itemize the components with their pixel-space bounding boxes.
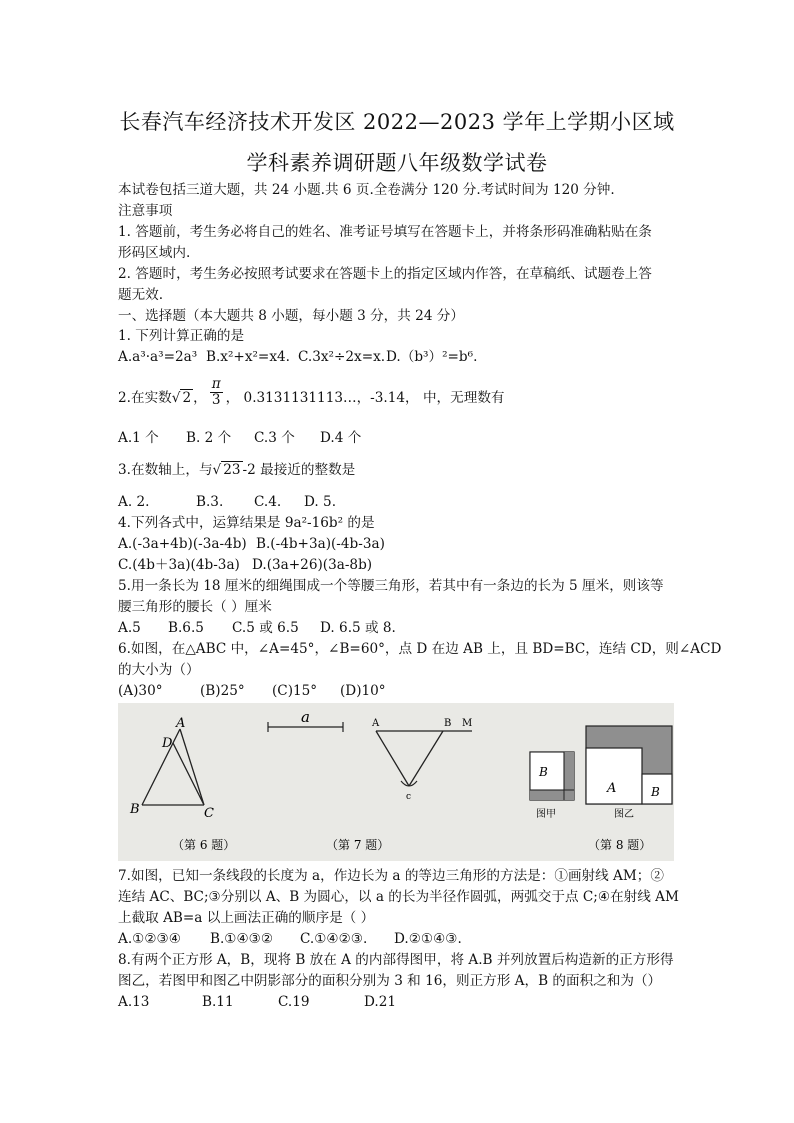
sqrt-23: √ 23 [212, 462, 241, 478]
question-7-stem-line2: 连结 AC、BC;③分别以 A、B 为圆心，以 a 的长为半径作圆弧，两弧交于点 C;④在射线 AM [118, 889, 679, 905]
q5-choice-b: B.6.5 [168, 620, 204, 636]
q7-choice-b: B.①④③② [210, 931, 274, 947]
exam-intro: 本试卷包括三道大题，共 24 小题.共 6 页.全卷满分 120 分.考试时间为 120 分钟. [118, 182, 615, 198]
fig7-label-c: c [406, 792, 412, 802]
question-2-stem: 2.在实数√ 2 ， $\frac{\pi}{3}$ ， 0.3131131113…，-3.14， 中，无理数有 [118, 376, 505, 408]
q2-choice-b: B. 2 个 [186, 430, 232, 446]
question-6-stem-line2: 的大小为（） [118, 662, 200, 678]
question-7-stem-line1: 7.如图，已知一条线段的长度为 a，作边长为 a 的等边三角形的方法是：①画射线 AM；② [118, 868, 664, 884]
q2-choice-a: A.1 个 [118, 430, 159, 446]
q2-choice-d: D.4 个 [320, 430, 362, 446]
question-2-choices [118, 428, 678, 448]
q3-stem-end: -2 最接近的整数是 [242, 462, 356, 478]
q4-choice-d: D.(3a+26)(3a-8b) [252, 557, 373, 573]
note-1-line2: 形码区域内. [118, 245, 191, 261]
q7-choice-d: D.②①④③. [394, 931, 462, 947]
question-5-choices [118, 618, 678, 638]
q3-choice-b: B.3. [196, 494, 224, 510]
fig8-yi-label-b: B [651, 785, 660, 799]
note-1-line1: 1. 答题前，考生务必将自己的姓名、准考证号填写在答题卡上，并将条形码准确粘贴在条 [118, 224, 652, 240]
fig7-side-bc [409, 731, 443, 786]
fig8-jia-shade-bottom [530, 790, 574, 800]
q1-choice-d: D.（b³）²=b⁶. [386, 349, 478, 365]
question-4-choices-row1 [118, 534, 678, 554]
fig7-side-ac [376, 731, 409, 786]
section-1-heading: 一、选择题（本大题共 8 小题，每小题 3 分，共 24 分） [118, 308, 464, 324]
fig7-label-a-small: a [301, 708, 310, 726]
question-8-stem-line2: 图乙，若图甲和图乙中阴影部分的面积分别为 3 和 16，则正方形 A，B 的面积之和为（） [118, 973, 662, 989]
fig8-jia-caption: 图甲 [536, 809, 556, 820]
q2-choice-c: C.3 个 [254, 430, 295, 446]
q3-choice-c: C.4. [254, 494, 282, 510]
fig7-label-b: B [444, 718, 452, 729]
question-3-choices [118, 492, 678, 512]
frac-denominator: 3 [211, 392, 221, 408]
question-1-choices [118, 347, 678, 367]
q4-choice-a: A.(-3a+4b)(-3a-4b) [118, 536, 247, 552]
q7-choice-a: A.①②③④ [118, 931, 181, 947]
q6-choice-b: (B)25° [200, 683, 245, 699]
question-4-choices-row2 [118, 555, 678, 575]
note-2-line1: 2. 答题时，考生务必按照考试要求在答题卡上的指定区域内作答，在草稿纸、试题卷上答 [118, 266, 652, 282]
q1-choice-a: A.a³·a³=2a³ [118, 349, 198, 365]
fig6-label-d: D [162, 736, 173, 751]
question-5-stem-line1: 5.用一条长为 18 厘米的细绳围成一个等腰三角形，若其中有一条边的长为 5 厘米，则该等 [118, 578, 664, 594]
exam-title-line2: 学科素养调研题八年级数学试卷 [246, 151, 548, 175]
q1-choice-c: C.3x²÷2x=x. [298, 349, 386, 365]
q3-choice-a: A. 2. [118, 494, 150, 510]
q4-choice-c: C.(4b＋3a)(4b-3a) [118, 557, 240, 573]
frac-numerator: π [211, 376, 221, 392]
fig7-caption: （第 7 题） [326, 838, 390, 852]
sqrt-2: √ 2 [171, 390, 192, 406]
sqrt-2-radicand: 2 [182, 390, 192, 406]
fig6-side-ac [180, 729, 204, 805]
note-2-line2: 题无效. [118, 287, 164, 303]
pi-over-3 [210, 377, 223, 408]
question-7-stem-line3: 上截取 AB=a 以上画法正确的顺序是（ ） [118, 910, 375, 926]
fig8-caption: （第 8 题） [588, 838, 652, 852]
question-4-stem: 4.下列各式中，运算结果是 9a²-16b² 的是 [118, 515, 375, 531]
fig6-caption: （第 6 题） [172, 838, 236, 852]
exam-title-line1: 长春汽车经济技术开发区 2022—2023 学年上学期小区域 [119, 110, 675, 134]
fig6-label-a: A [176, 716, 186, 731]
question-7-choices [118, 929, 678, 949]
fig7-label-m: M [462, 718, 473, 729]
notes-heading: 注意事项 [118, 203, 173, 219]
fig8-yi-label-a: A [607, 781, 617, 796]
q2-stem-end: ， 0.3131131113…，-3.14， 中，无理数有 [225, 390, 505, 406]
fig7-label-a: A [372, 718, 380, 729]
question-8-stem-line1: 8.有两个正方形 A，B，现将 B 放在 A 的内部得图甲，将 A.B 并列放置后构造新的正方形得 [118, 952, 674, 968]
q8-choice-d: D.21 [364, 994, 397, 1010]
question-5-stem-line2: 腰三角形的腰长（ ）厘米 [118, 599, 272, 615]
q6-choice-a: (A)30° [118, 683, 163, 699]
question-6-stem-line1: 6.如图，在△ABC 中，∠A=45°，∠B=60°，点 D 在边 AB 上，且 BD=BC，连结 CD，则∠ACD [118, 641, 722, 657]
question-6-choices [118, 681, 678, 701]
fig6-label-b: B [130, 802, 140, 817]
sqrt-23-radicand: 23 [223, 462, 241, 478]
fig8-jia-label-b: B [539, 765, 548, 779]
q6-choice-d: (D)10° [340, 683, 386, 699]
figure-8 [530, 726, 672, 852]
figures-panel [118, 703, 674, 861]
figures-svg [118, 703, 674, 861]
q3-choice-d: D. 5. [304, 494, 337, 510]
q2-stem-start: 2.在实数 [118, 390, 172, 406]
question-8-choices [118, 992, 678, 1012]
q5-choice-c: C.5 或 6.5 [232, 620, 299, 636]
figure-6 [129, 716, 235, 852]
q6-choice-c: (C)15° [272, 683, 318, 699]
q8-choice-c: C.19 [278, 994, 310, 1010]
q4-choice-b: B.(-4b+3a)(-4b-3a) [256, 536, 385, 552]
fig6-side-ab [142, 729, 180, 805]
fig6-label-c: C [204, 806, 214, 821]
fig6-segment-cd [173, 743, 204, 805]
fig8-yi-caption: 图乙 [614, 809, 634, 820]
question-3-stem [118, 460, 678, 480]
q7-choice-c: C.①④②③. [300, 931, 368, 947]
q8-choice-b: B.11 [202, 994, 234, 1010]
question-1-stem: 1. 下列计算正确的是 [118, 328, 245, 344]
q8-choice-a: A.13 [118, 994, 150, 1010]
q5-choice-a: A.5 [118, 620, 141, 636]
figure-7 [268, 708, 472, 852]
q3-stem-start: 3.在数轴上，与 [118, 462, 213, 478]
q1-choice-b: B.x²+x²=x4. [206, 349, 290, 365]
q5-choice-d: D. 6.5 或 8. [320, 620, 396, 636]
